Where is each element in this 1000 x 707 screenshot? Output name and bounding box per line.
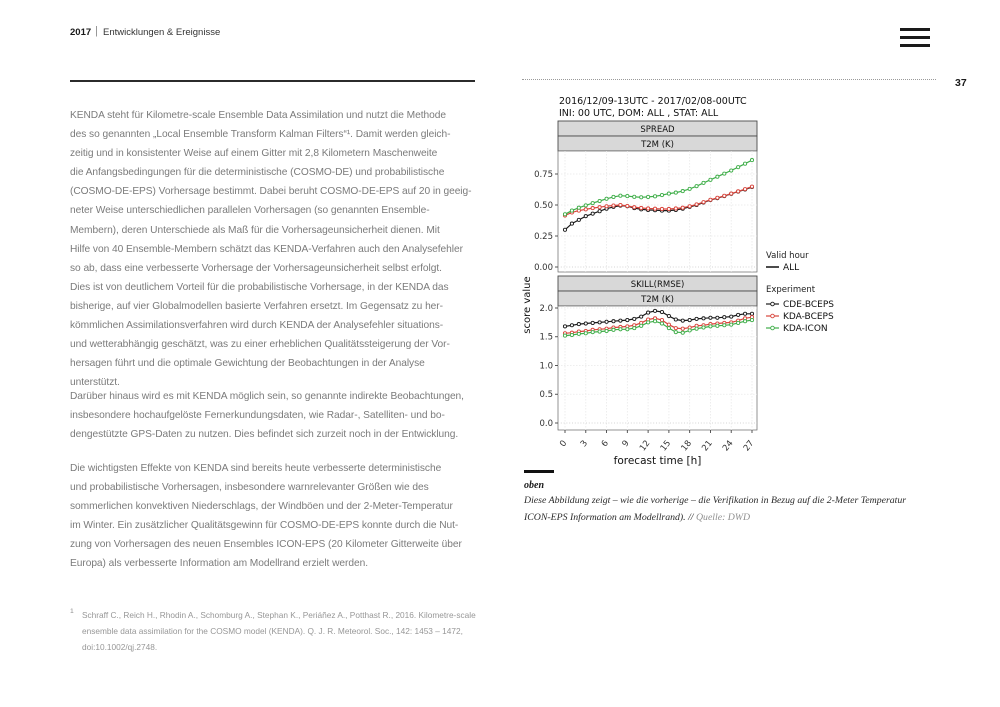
series-marker xyxy=(743,320,746,323)
series-marker xyxy=(647,311,650,314)
series-marker xyxy=(730,169,733,172)
series-marker xyxy=(626,328,629,331)
series-marker xyxy=(619,319,622,322)
series-marker xyxy=(723,316,726,319)
series-marker xyxy=(653,207,656,210)
header-separator: | xyxy=(95,25,98,37)
header-year: 2017 xyxy=(70,27,92,38)
text-line: unterstützt. xyxy=(70,377,120,389)
series-marker xyxy=(674,331,677,334)
xtick-label: 12 xyxy=(637,438,653,454)
series-marker xyxy=(584,215,587,218)
ytick-label: 0.5 xyxy=(539,390,553,401)
series-marker xyxy=(598,206,601,209)
series-marker xyxy=(681,331,684,334)
series-marker xyxy=(605,197,608,200)
series-marker xyxy=(626,318,629,321)
panel-subheader-label: T2M (K) xyxy=(641,295,674,305)
xtick-label: 0 xyxy=(558,438,570,450)
legend-valid-hour-value: ALL xyxy=(783,263,800,273)
series-marker xyxy=(591,212,594,215)
series-marker xyxy=(737,313,740,316)
text-line: ensemble data assimilation for the COSMO model (KENDA). Q. J. R. Meteorol. Soc., 142: 1453 – 1472, xyxy=(82,626,463,636)
paragraph-3 xyxy=(70,459,462,574)
ytick-label: 0.25 xyxy=(534,231,553,242)
series-marker xyxy=(591,331,594,334)
series-marker xyxy=(577,323,580,326)
xtick-label: 3 xyxy=(578,438,591,450)
legend-valid-hour-label: Valid hour xyxy=(766,251,809,261)
series-marker xyxy=(716,316,719,319)
series-marker xyxy=(584,204,587,207)
series-marker xyxy=(702,181,705,184)
text-line: im Winter. Ein zusätzlicher Qualitätsgewinn für COSMO-DE-EPS konnte durch die Nut- xyxy=(70,520,459,532)
series-marker xyxy=(695,317,698,320)
footnote-text xyxy=(82,607,476,655)
series-marker xyxy=(737,321,740,324)
series-marker xyxy=(750,159,753,162)
xtick-label: 9 xyxy=(620,438,632,450)
series-marker xyxy=(709,316,712,319)
text-line: Europa) als verbesserte Information am Modellrand erzielt werden. xyxy=(70,558,368,570)
legend-series-marker xyxy=(771,302,775,306)
series-marker xyxy=(633,206,636,209)
series-marker xyxy=(667,323,670,326)
series-marker xyxy=(591,207,594,210)
chart-title-line1: 2016/12/09-13UTC - 2017/02/08-00UTC xyxy=(559,96,747,107)
series-marker xyxy=(570,222,573,225)
series-marker xyxy=(667,314,670,317)
series-marker xyxy=(605,329,608,332)
series-marker xyxy=(750,185,753,188)
legend-series-name: KDA-ICON xyxy=(783,324,828,334)
text-line: zung von Vorhersagen des neuen Ensembles ICON-EPS (20 Kilometer Gitterweite über xyxy=(70,539,462,551)
series-marker xyxy=(598,330,601,333)
text-line: und probabilistische Vorhersagen, insbesondere warnrelevanter Größen wie des xyxy=(70,482,429,494)
series-marker xyxy=(647,207,650,210)
text-line: doi:10.1002/qj.2748. xyxy=(82,642,158,652)
series-marker xyxy=(626,194,629,197)
xtick-label: 15 xyxy=(658,438,674,454)
series-marker xyxy=(640,206,643,209)
text-line: neter Weise unterschiedlichen parallelen Vorhersagen (so genannten Ensemble- xyxy=(70,205,430,217)
series-marker xyxy=(660,193,663,196)
series-marker xyxy=(563,213,566,216)
ytick-label: 0.50 xyxy=(534,200,553,211)
series-marker xyxy=(750,312,753,315)
series-marker xyxy=(743,312,746,315)
series-marker xyxy=(563,228,566,231)
series-marker xyxy=(647,321,650,324)
series-marker xyxy=(570,333,573,336)
series-marker xyxy=(577,332,580,335)
text-line: Hilfe von 40 Ensemble-Membern schätzt das KENDA-Verfahren auch den Analysefehler xyxy=(70,243,463,255)
text-line: so ab, dass eine verbesserte Vorhersage der Vorhersageunsicherheit selbst erfolgt. xyxy=(70,262,442,274)
legend-series-marker xyxy=(771,326,775,330)
plot-area xyxy=(558,151,757,272)
series-marker xyxy=(667,192,670,195)
series-marker xyxy=(598,210,601,213)
text-line: des so genannten „Local Ensemble Transform Kalman Filters“¹. Damit werden gleich- xyxy=(70,129,451,141)
series-marker xyxy=(730,315,733,318)
series-marker xyxy=(605,205,608,208)
footnote-marker: 1 xyxy=(70,608,74,615)
series-marker xyxy=(730,323,733,326)
series-marker xyxy=(674,327,677,330)
series-marker xyxy=(570,324,573,327)
legend-series-name: KDA-BCEPS xyxy=(783,312,834,322)
breadcrumb-section: Entwicklungen & Ereignisse xyxy=(103,27,221,38)
caption-source: Quelle: DWD xyxy=(695,512,751,523)
text-line: insbesondere hochaufgelöste Fernerkundungsdaten, wie Radar-, Satelliten- und bo- xyxy=(70,410,445,422)
series-marker xyxy=(709,178,712,181)
series-marker xyxy=(653,320,656,323)
xtick-label: 24 xyxy=(721,438,736,454)
series-marker xyxy=(737,166,740,169)
series-marker xyxy=(633,317,636,320)
text-line: dengestützte GPS-Daten zu nutzen. Dies befindet sich zurzeit noch in der Entwicklung. xyxy=(70,429,459,441)
verification-chart xyxy=(520,92,860,472)
series-marker xyxy=(743,188,746,191)
series-marker xyxy=(605,320,608,323)
text-line: zeitig und in konsistenter Weise auf einem Gitter mit 2,8 Kilometern Maschenweite xyxy=(70,148,438,160)
legend-series-marker xyxy=(771,314,775,318)
series-marker xyxy=(730,192,733,195)
series-marker xyxy=(563,334,566,337)
text-line: Die wichtigsten Effekte von KENDA sind bereits heute verbesserte deterministische xyxy=(70,463,442,474)
series-marker xyxy=(584,208,587,211)
series-marker xyxy=(688,329,691,332)
series-marker xyxy=(695,203,698,206)
text-line: Schraff C., Reich H., Rhodin A., Schomburg A., Stephan K., Periáñez A., Potthast R., 2016. Kilometre-scale xyxy=(82,610,476,620)
ytick-label: 1.5 xyxy=(539,332,553,343)
series-marker xyxy=(723,324,726,327)
series-marker xyxy=(619,203,622,206)
series-marker xyxy=(723,194,726,197)
panel-header-label: SPREAD xyxy=(640,125,675,135)
series-marker xyxy=(716,324,719,327)
text-line: (COSMO-DE-EPS) Vorhersage bestimmt. Dabei beruht COSMO-DE-EPS auf 20 in geeig- xyxy=(70,186,472,198)
series-marker xyxy=(598,321,601,324)
ytick-label: 2.0 xyxy=(539,303,553,314)
series-marker xyxy=(591,202,594,205)
xtick-label: 6 xyxy=(599,438,611,450)
series-marker xyxy=(702,326,705,329)
text-line: kömmlichen Assimilationsverfahren wird durch KENDA der Analysefehler situations- xyxy=(70,320,444,332)
series-marker xyxy=(612,328,615,331)
text-line: Darüber hinaus wird es mit KENDA möglich sein, so genannte indirekte Beobachtungen, xyxy=(70,391,464,402)
xtick-label: 18 xyxy=(679,438,695,454)
series-marker xyxy=(612,204,615,207)
series-marker xyxy=(688,318,691,321)
series-marker xyxy=(737,190,740,193)
series-marker xyxy=(584,322,587,325)
series-marker xyxy=(591,321,594,324)
series-marker xyxy=(640,196,643,199)
text-line: KENDA steht für Kilometre-scale Ensemble Data Assimilation und nutzt die Methode xyxy=(70,110,446,121)
text-line: und wetterabhängig geschätzt, was zu einer erheblichen Qualitätssteigerung der Vor- xyxy=(70,339,450,351)
xtick-label: 27 xyxy=(741,438,757,454)
series-marker xyxy=(702,317,705,320)
series-marker xyxy=(577,218,580,221)
series-marker xyxy=(619,194,622,197)
series-marker xyxy=(702,201,705,204)
series-marker xyxy=(681,206,684,209)
series-marker xyxy=(653,195,656,198)
page-number: 37 xyxy=(955,77,967,89)
ytick-label: 1.0 xyxy=(539,361,553,372)
column-rule xyxy=(70,80,475,82)
ytick-label: 0.0 xyxy=(539,418,553,429)
series-marker xyxy=(660,318,663,321)
series-marker xyxy=(660,310,663,313)
text-line: die Anfangsbedingungen für die deterministische (COSMO-DE) und probabilistische xyxy=(70,167,445,179)
series-marker xyxy=(598,199,601,202)
text-line: bisherige, auf vier Globalmodellen basierte Verfahren ersetzt. Im Gegensatz zu her- xyxy=(70,300,443,312)
paragraph-1 xyxy=(70,106,471,392)
series-marker xyxy=(570,209,573,212)
caption-label: oben xyxy=(524,480,544,491)
series-marker xyxy=(667,207,670,210)
caption-line-1: Diese Abbildung zeigt – wie die vorherige – die Verifikation in Bezug auf die 2-Meter Temperatur xyxy=(524,495,907,506)
series-marker xyxy=(660,322,663,325)
series-marker xyxy=(612,320,615,323)
series-marker xyxy=(674,207,677,210)
caption-bar xyxy=(524,470,554,473)
series-marker xyxy=(640,315,643,318)
text-line: Membern), deren Unterschiede als Maß für die Vorhersageunsicherheit dienen. Mit xyxy=(70,224,440,236)
series-marker xyxy=(688,205,691,208)
series-marker xyxy=(709,325,712,328)
dotted-rule xyxy=(522,79,936,80)
panel-header-label: SKILL(RMSE) xyxy=(630,280,685,290)
series-marker xyxy=(716,196,719,199)
series-marker xyxy=(674,318,677,321)
series-marker xyxy=(640,324,643,327)
series-marker xyxy=(633,195,636,198)
series-marker xyxy=(681,190,684,193)
series-marker xyxy=(577,206,580,209)
series-marker xyxy=(695,327,698,330)
series-marker xyxy=(681,319,684,322)
menu-icon[interactable] xyxy=(900,28,930,51)
paragraph-2 xyxy=(70,387,464,444)
series-marker xyxy=(647,195,650,198)
series-marker xyxy=(723,172,726,175)
y-axis-label: score value xyxy=(522,276,533,334)
x-axis-label: forecast time [h] xyxy=(613,455,702,467)
series-marker xyxy=(626,204,629,207)
legend-experiment-label: Experiment xyxy=(766,285,816,295)
series-marker xyxy=(674,191,677,194)
ytick-label: 0.75 xyxy=(534,169,553,180)
chart-title-line2: INI: 00 UTC, DOM: ALL , STAT: ALL xyxy=(559,108,719,119)
series-marker xyxy=(667,327,670,330)
series-marker xyxy=(750,318,753,321)
series-marker xyxy=(743,162,746,165)
series-marker xyxy=(695,185,698,188)
series-marker xyxy=(619,328,622,331)
series-marker xyxy=(709,198,712,201)
series-marker xyxy=(660,207,663,210)
series-marker xyxy=(563,325,566,328)
caption-line-2: ICON-EPS Information am Modellrand). // Quelle: DWD xyxy=(524,512,751,523)
text-line: Dies ist von deutlichem Vorteil für die probabilistische Vorhersage, in der KENDA das xyxy=(70,281,449,293)
text-line: sommerlichen konvektiven Niederschlags, der Windböen und der 2-Meter-Temperatur xyxy=(70,501,453,513)
ytick-label: 0.00 xyxy=(534,262,553,273)
legend-series-name: CDE-BCEPS xyxy=(783,300,834,310)
series-marker xyxy=(633,327,636,330)
series-marker xyxy=(584,332,587,335)
xtick-label: 21 xyxy=(700,438,715,454)
series-marker xyxy=(688,187,691,190)
series-marker xyxy=(681,327,684,330)
series-marker xyxy=(612,195,615,198)
panel-subheader-label: T2M (K) xyxy=(641,140,674,150)
series-marker xyxy=(653,309,656,312)
text-line: hersagen führt und die optimale Gewichtung der Beobachtungen in der Analyse xyxy=(70,358,425,370)
series-marker xyxy=(716,175,719,178)
